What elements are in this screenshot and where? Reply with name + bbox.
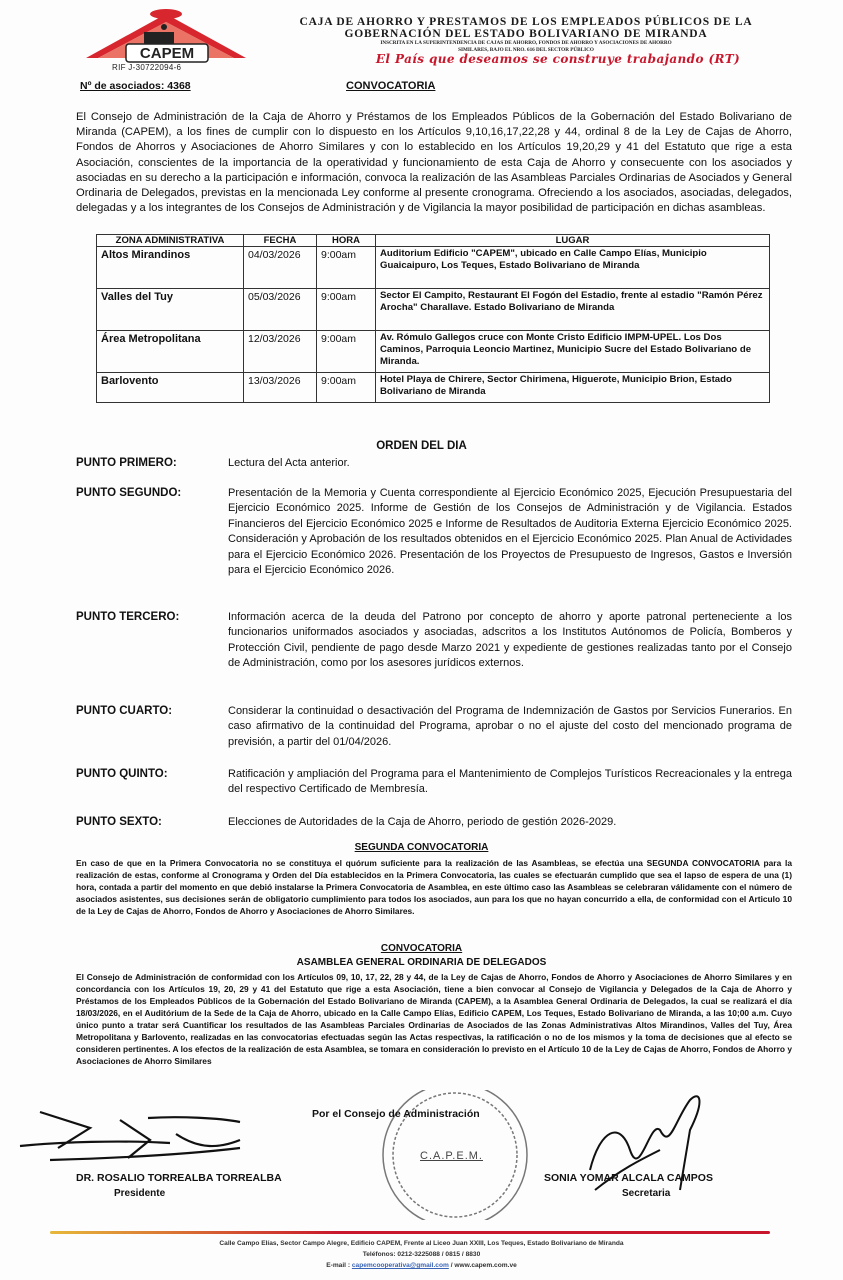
cell-lugar: Auditorium Edificio "CAPEM", ubicado en Calle Campo Elías, Municipio Guaicaipuro, Los Teques, Estado Bolivariano de Miranda xyxy=(376,247,770,289)
delegates-call-subtitle: ASAMBLEA GENERAL ORDINARIA DE DELEGADOS xyxy=(296,957,547,968)
logo-text: CAPEM xyxy=(139,45,195,62)
header-zona: ZONA ADMINISTRATIVA xyxy=(97,235,244,247)
footer-divider xyxy=(50,1231,770,1234)
rif-number: RIF J-30722094-6 xyxy=(112,63,182,72)
council-signature-heading: Por el Consejo de Administración xyxy=(312,1108,480,1120)
stamp-text: C.A.P.E.M. xyxy=(420,1150,483,1162)
delegates-call-title: CONVOCATORIA xyxy=(380,943,463,954)
agenda-item-label: PUNTO QUINTO: xyxy=(76,768,168,780)
email-link[interactable]: capemcooperativa@gmail.com xyxy=(351,1262,449,1269)
cell-hora: 9:00am xyxy=(317,247,376,289)
footer-contact xyxy=(0,1262,843,1269)
cell-zona: Barlovento xyxy=(97,373,244,403)
cell-zona: Área Metropolitana xyxy=(97,331,244,373)
agenda-item-text: Ratificación y ampliación del Programa para el Mantenimiento de Complejos Turísticos Recreacionales y la entrega del respectivo Certificado de Membresía. xyxy=(228,768,792,796)
cell-lugar: Hotel Playa de Chirere, Sector Chirimena, Higuerote, Municipio Brion, Estado Bolivariano de Miranda xyxy=(376,373,770,403)
footer-phones: Teléfonos: 0212-3225088 / 0815 / 8830 xyxy=(362,1251,481,1258)
org-sub-line1: INSCRITA EN LA SUPERINTENDENCIA DE CAJAS DE AHORRO, FONDOS DE AHORRO Y ASOCIACIONES DE AHORRO xyxy=(380,40,672,46)
table-row xyxy=(97,247,770,289)
organization-name xyxy=(258,16,794,40)
schedule-table xyxy=(96,234,770,403)
agenda-item-text: Información acerca de la deuda del Patrono por concepto de ahorro y aporte patronal perteneciente a los funcionarios uniformados asociados y asociadas, adscritos a los Institutos Autónomos de Policía, Bomberos y Protección Civil, pendiente de pago desde Marzo 2021 y expediente de gestiones realizadas tanto por el Consejo de Administración, como por los asesores jurídicos externos. xyxy=(228,611,792,670)
second-call-paragraph: En caso de que en la Primera Convocatoria no se constituya el quórum suficiente para la realización de las Asambleas, se efectúa una SEGUNDA CONVOCATORIA para la realización de estas, conforme al Cronograma y Orden del Día establecidos en la Primera Convocatoria, las cuales se efectuarán cumplido que sea el lapso de espera de una (1) hora, contada a partir del momento en que debió instalarse la Primera Convocatoria de Asamblea, en este último caso las Asambleas se celebraran válidamente con el número de asociados asistentes, sus decisiones serán de obligatorio cumplimiento para todos los asociados, aun para los que no hayan concurrido a ella, de conformidad con el Articulo 10 de la Ley de Cajas de Ahorro, Fondos de Ahorro y Asociaciones de Ahorro Similares. xyxy=(76,858,792,916)
secretary-role: Secretaria xyxy=(622,1188,671,1199)
org-name-line2: GOBERNACIÓN DEL ESTADO BOLIVARIANO DE MIRANDA xyxy=(344,28,708,40)
agenda-item-label: PUNTO SEGUNDO: xyxy=(76,487,182,499)
associates-count: Nº de asociados: 4368 xyxy=(80,80,191,92)
cell-zona: Valles del Tuy xyxy=(97,289,244,331)
agenda-item-text: Elecciones de Autoridades de la Caja de Ahorro, periodo de gestión 2026-2029. xyxy=(228,816,617,828)
president-role: Presidente xyxy=(114,1188,166,1199)
cell-lugar: Av. Rómulo Gallegos cruce con Monte Cristo Edificio IMPM-UPEL. Los Dos Caminos, Parroquia Leoncio Martinez, Municipio Sucre del Estado Bolivariano de Miranda. xyxy=(376,331,770,373)
cell-zona: Altos Mirandinos xyxy=(97,247,244,289)
cell-fecha: 04/03/2026 xyxy=(244,247,317,289)
footer-address: Calle Campo Elías, Sector Campo Alegre, Edificio CAPEM, Frente al Liceo Juan XXIII, Los Teques, Estado Bolivariano de Miranda xyxy=(219,1240,624,1247)
table-row xyxy=(97,373,770,403)
header-lugar: LUGAR xyxy=(376,235,770,247)
delegates-call-paragraph: El Consejo de Administración de conformidad con los Artículos 09, 10, 17, 22, 28 y 44, de la Ley de Cajas de Ahorro, Fondos de Ahorro y Asociaciones de Ahorro Similares y en concordancia con los Artículos 19, 20, 29 y 41 del Estatuto que rige a esta Asociación, tiene a bien convocar al Consejo de Vigilancia y Delegados de la Caja de Ahorro y Préstamos de los Empleados Públicos de la Gobernación del Estado Bolivariano de Miranda (CAPEM), a la Asamblea General Ordinaria de Delegados, la cual se realizará el día 18/03/2026, en el Auditórium de la Sede de la Caja de Ahorro, ubicado en la Calle Campo Elías, Edificio CAPEM, Los Teques, Estado Bolivariano de Miranda, a las 10;00 a.m. Cuyo único punto a tratar será Cuantificar los resultados de las Asambleas Parciales Ordinarias de Asociados de las Zonas Administrativas Altos Mirandinos, Valles del Tuy, Área Metropolitana y Barlovento, realizadas en las convocatorias efectuadas según las Actas respectivas, la ratificación o no de los mismos y la toma de decisiones que al efecto se consideren pertinentes. A los efectos de la realización de esta Asamblea, se tomara en consideración lo previsto en el Artículo 10 de la Ley de Cajas de Ahorro, Fondos de Ahorro y Asociaciones de Ahorro Similares xyxy=(76,972,792,1066)
header-fecha: FECHA xyxy=(244,235,317,247)
agenda-item-label: PUNTO SEXTO: xyxy=(76,816,162,828)
table-header-row xyxy=(97,235,770,247)
agenda-item-text: Presentación de la Memoria y Cuenta correspondiente al Ejercicio Económico 2025, Ejecución Presupuestaria del Ejercicio Económico 2025. Informe de Gestión de los Consejos de Administración y de Vigilancia. Estados Financieros del Ejercicio Económico 2025 e Informe de Resultados de Auditoria Externa Ejercicio Económico 2025. Consideración y Aprobación de los resultados obtenidos en el Ejercicio Económico 2025. Plan Anual de Actividades para el Ejercicio Económico 2026. Presentación de los Proyectos de Presupuesto de Ingresos, Gastos e Inversión para el Ejercicio Económico 2026. xyxy=(228,487,792,577)
table-row xyxy=(97,289,770,331)
org-name-line1: CAJA DE AHORRO Y PRESTAMOS DE LOS EMPLEADOS PÚBLICOS DE LA xyxy=(299,16,753,28)
org-sub-line2: SIMILARES, BAJO EL NRO. 616 DEL SECTOR PÚBLICO xyxy=(458,47,594,53)
agenda-title: ORDEN DEL DIA xyxy=(376,440,467,452)
agenda-item-text: Considerar la continuidad o desactivación del Programa de Indemnización de Gastos por Servicios Funerarios. En caso afirmativo de la continuidad del Programa, aprobar o no el ajuste del costo del mencionado programa de previsión, a partir del 01/04/2026. xyxy=(228,705,792,748)
email-label: E-mail : xyxy=(326,1262,351,1269)
second-call-title: SEGUNDA CONVOCATORIA xyxy=(354,842,489,853)
cell-fecha: 13/03/2026 xyxy=(244,373,317,403)
cell-hora: 9:00am xyxy=(317,289,376,331)
president-name: DR. ROSALIO TORREALBA TORREALBA xyxy=(76,1172,282,1184)
cell-hora: 9:00am xyxy=(317,373,376,403)
agenda-item-label: PUNTO PRIMERO: xyxy=(76,457,177,469)
agenda-item-label: PUNTO CUARTO: xyxy=(76,705,173,717)
table-row xyxy=(97,331,770,373)
cell-fecha: 12/03/2026 xyxy=(244,331,317,373)
intro-paragraph: El Consejo de Administración de la Caja de Ahorro y Préstamos de los Empleados Públicos de la Gobernación del Estado Bolivariano de Miranda (CAPEM), a los fines de cumplir con lo dispuesto en los Artículos 9,10,16,17,22,28 y 44, ordinal 8 de la Ley de Cajas de Ahorro, Fondos de Ahorros y Asociaciones de Ahorro Similares y con lo establecido en los Artículos 19,20,29 y 41 del Estatuto que rige a esta Asociación, conscientes de la importancia de la operatividad y funcionamiento de esta Caja de Ahorro y consecuente con los asociados y asociadas en su derecho a la participación e información, convoca la realización de las Asambleas Parciales Ordinarias de Asociados y General Ordinaria de Delegados, previstas en la mencionada Ley conforme al presente cronograma. Ofreciendo a los asociados, asociadas, delegados, delegadas y a los integrantes de los Consejos de Administración y de Vigilancia la mayor posibilidad de participación en dichas asambleas. xyxy=(76,111,792,215)
cell-fecha: 05/03/2026 xyxy=(244,289,317,331)
agenda-item-text: Lectura del Acta anterior. xyxy=(228,457,350,469)
secretary-name: SONIA YOMAR ALCALA CAMPOS xyxy=(544,1172,713,1184)
website-link[interactable]: / www.capem.com.ve xyxy=(450,1262,517,1269)
president-signature xyxy=(20,1112,240,1160)
agenda-item-label: PUNTO TERCERO: xyxy=(76,611,180,623)
cell-lugar: Sector El Campito, Restaurant El Fogón del Estadio, frente al estadio "Ramón Pérez Arocha" Charallave. Estado Bolivariano de Miranda xyxy=(376,289,770,331)
cell-hora: 9:00am xyxy=(317,331,376,373)
motto: El País que deseamos se construye trabajando (RT) xyxy=(375,52,741,66)
page-title: CONVOCATORIA xyxy=(346,80,436,92)
header-hora: HORA xyxy=(317,235,376,247)
